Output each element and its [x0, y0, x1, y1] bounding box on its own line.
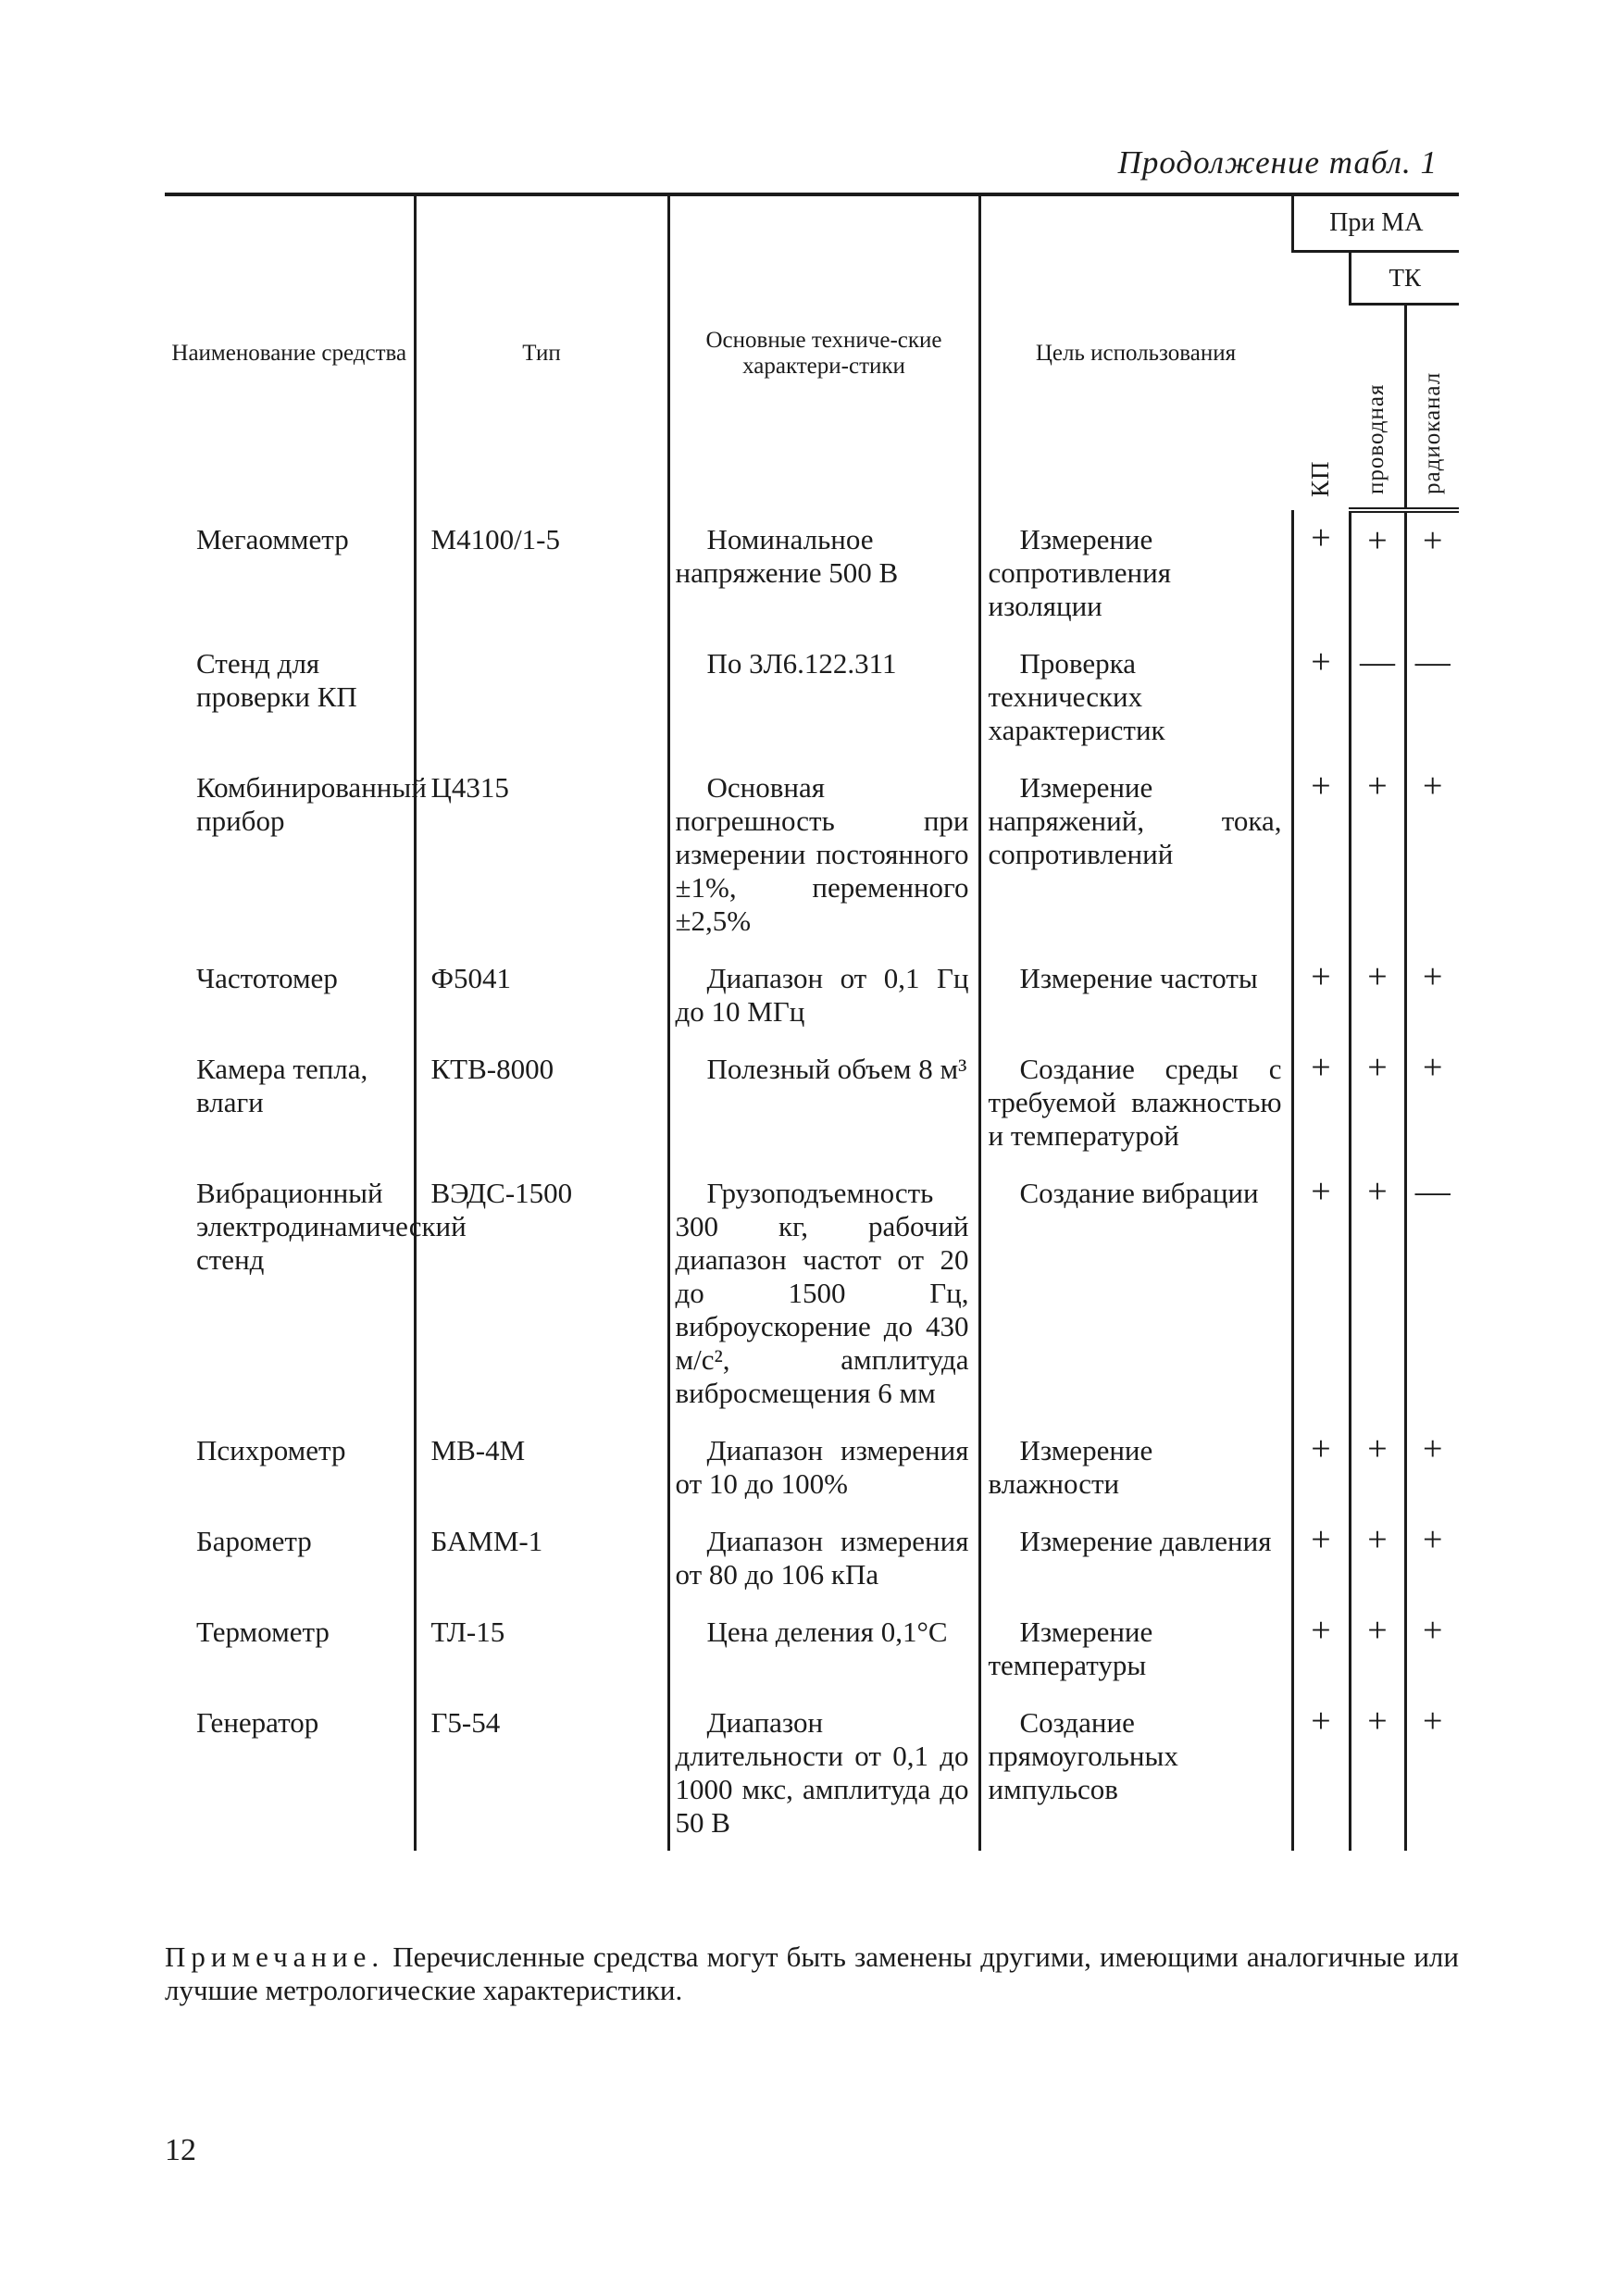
table-note — [165, 1940, 1459, 2007]
row-spec — [668, 634, 979, 758]
table-continuation-caption: Продолжение табл. 1 — [1117, 144, 1438, 181]
row-spec — [668, 1164, 979, 1421]
row-spec-text: Диапазон измерения от 10 до 100% — [675, 1434, 969, 1500]
row-spec-text: Диапазон измерения от 80 до 106 кПа — [675, 1525, 969, 1591]
row-use-text: Создание вибрации — [1019, 1177, 1259, 1209]
row-spec-text: Цена деления 0,1°С — [706, 1616, 948, 1648]
equipment-table-container — [165, 193, 1459, 1851]
row-provodnaya-mark: + — [1350, 1040, 1405, 1164]
table-header — [165, 194, 1459, 510]
row-use — [979, 1421, 1292, 1512]
row-spec — [668, 949, 979, 1040]
row-kp-mark: + — [1292, 1603, 1350, 1693]
row-spec — [668, 1421, 979, 1512]
row-provodnaya-mark: + — [1350, 1421, 1405, 1512]
page-number: 12 — [165, 2133, 196, 2167]
note-text: Перечисленные средства могут быть заменены другими, имеющими аналогичные или лучшие метрологические характеристики. — [165, 1940, 1459, 2006]
row-type: М4100/1-5 — [415, 510, 668, 634]
table-row — [165, 1040, 1459, 1164]
row-radiokanal-mark: + — [1405, 1693, 1459, 1851]
row-name: Частотомер — [196, 962, 338, 994]
row-radiokanal-mark: + — [1405, 1040, 1459, 1164]
header-type: Тип — [415, 194, 668, 510]
header-name: Наименование средства — [165, 194, 415, 510]
table-row — [165, 1693, 1459, 1851]
row-radiokanal-mark: — — [1405, 1164, 1459, 1421]
row-use — [979, 510, 1292, 634]
row-provodnaya-mark: + — [1350, 1693, 1405, 1851]
row-spec-text: Грузоподъемность 300 кг, рабочий диапазон частот от 20 до 1500 Гц, виброускорение до 430 м/с², амплитуда вибросмещения 6 мм — [675, 1177, 969, 1409]
header-provodnaya-label: проводная — [1364, 383, 1389, 494]
row-use-text: Создание среды с требуемой влажностью и температурой — [988, 1053, 1282, 1152]
row-use — [979, 1040, 1292, 1164]
row-use — [979, 1693, 1292, 1851]
row-provodnaya-mark: + — [1350, 1603, 1405, 1693]
row-provodnaya-mark: + — [1350, 1164, 1405, 1421]
header-provodnaya — [1350, 305, 1405, 511]
row-radiokanal-mark: + — [1405, 510, 1459, 634]
row-radiokanal-mark: + — [1405, 1421, 1459, 1512]
header-kp — [1292, 252, 1350, 511]
row-spec — [668, 1512, 979, 1603]
row-use-text: Измерение частоты — [1019, 962, 1258, 994]
row-type: Ц4315 — [415, 758, 668, 949]
row-use-text: Измерение давления — [1019, 1525, 1272, 1557]
row-type: МВ-4М — [415, 1421, 668, 1512]
row-spec-text: Диапазон длительности от 0,1 до 1000 мкс, амплитуда до 50 В — [675, 1706, 969, 1839]
header-use: Цель использования — [979, 194, 1292, 510]
header-kp-label: КП — [1306, 460, 1335, 497]
row-name: Барометр — [196, 1525, 312, 1557]
row-type: Г5-54 — [415, 1693, 668, 1851]
equipment-table — [165, 193, 1459, 1851]
row-radiokanal-mark: — — [1405, 634, 1459, 758]
table-row — [165, 510, 1459, 634]
row-radiokanal-mark: + — [1405, 1603, 1459, 1693]
row-name: Термометр — [196, 1616, 330, 1648]
row-use-text: Проверка технических характеристик — [988, 647, 1165, 746]
row-provodnaya-mark: + — [1350, 949, 1405, 1040]
row-kp-mark: + — [1292, 758, 1350, 949]
row-type — [415, 634, 668, 758]
header-spec: Основные техниче-ские характери-стики — [668, 194, 979, 510]
header-tk: ТК — [1350, 252, 1459, 305]
row-kp-mark: + — [1292, 949, 1350, 1040]
row-kp-mark: + — [1292, 1421, 1350, 1512]
note-label: Примечание. — [165, 1940, 385, 1973]
row-use-text: Создание прямоугольных импульсов — [988, 1706, 1178, 1805]
row-name: Вибрационный электродинамический стенд — [196, 1177, 467, 1276]
table-row — [165, 949, 1459, 1040]
row-kp-mark: + — [1292, 1693, 1350, 1851]
row-use — [979, 1603, 1292, 1693]
row-use — [979, 758, 1292, 949]
row-radiokanal-mark: + — [1405, 758, 1459, 949]
row-use — [979, 634, 1292, 758]
header-radiokanal — [1405, 305, 1459, 511]
row-type: ТЛ-15 — [415, 1603, 668, 1693]
row-type: БАММ-1 — [415, 1512, 668, 1603]
table-row — [165, 634, 1459, 758]
row-spec — [668, 1603, 979, 1693]
row-spec-text: Номинальное напряжение 500 В — [675, 523, 899, 589]
row-spec — [668, 510, 979, 634]
row-name: Генератор — [196, 1706, 319, 1739]
table-row — [165, 1603, 1459, 1693]
row-use — [979, 1164, 1292, 1421]
table-row — [165, 1164, 1459, 1421]
table-body — [165, 510, 1459, 1851]
row-use — [979, 1512, 1292, 1603]
row-type: ВЭДС-1500 — [415, 1164, 668, 1421]
row-name: Мегаомметр — [196, 523, 349, 555]
row-provodnaya-mark: + — [1350, 1512, 1405, 1603]
row-kp-mark: + — [1292, 1164, 1350, 1421]
row-spec — [668, 1040, 979, 1164]
row-provodnaya-mark: + — [1350, 758, 1405, 949]
row-use — [979, 949, 1292, 1040]
row-use-text: Измерение напряжений, тока, сопротивлений — [988, 771, 1282, 870]
row-type: Ф5041 — [415, 949, 668, 1040]
row-use-text: Измерение сопротивления изоляции — [988, 523, 1171, 622]
row-spec — [668, 1693, 979, 1851]
row-use-text: Измерение влажности — [988, 1434, 1153, 1500]
table-row — [165, 1512, 1459, 1603]
row-name: Стенд для проверки КП — [196, 647, 357, 713]
row-name: Психрометр — [196, 1434, 346, 1466]
row-use-text: Измерение температуры — [988, 1616, 1153, 1681]
row-name: Комбинированный прибор — [196, 771, 427, 837]
row-spec-text: Диапазон от 0,1 Гц до 10 МГц — [675, 962, 969, 1028]
row-name: Камера тепла, влаги — [196, 1053, 368, 1118]
row-kp-mark: + — [1292, 510, 1350, 634]
row-kp-mark: + — [1292, 634, 1350, 758]
header-pri-ma: При МА — [1292, 194, 1459, 252]
row-spec — [668, 758, 979, 949]
row-spec-text: Основная погрешность при измерении постоянного ±1%, переменного ±2,5% — [675, 771, 969, 937]
header-radiokanal-label: радиоканал — [1419, 371, 1445, 494]
row-type: КТВ-8000 — [415, 1040, 668, 1164]
row-spec-text: По 3Л6.122.311 — [706, 647, 897, 680]
table-row — [165, 758, 1459, 949]
row-spec-text: Полезный объем 8 м³ — [706, 1053, 967, 1085]
row-kp-mark: + — [1292, 1512, 1350, 1603]
row-kp-mark: + — [1292, 1040, 1350, 1164]
table-row — [165, 1421, 1459, 1512]
row-radiokanal-mark: + — [1405, 1512, 1459, 1603]
row-radiokanal-mark: + — [1405, 949, 1459, 1040]
row-provodnaya-mark: — — [1350, 634, 1405, 758]
row-provodnaya-mark: + — [1350, 510, 1405, 634]
